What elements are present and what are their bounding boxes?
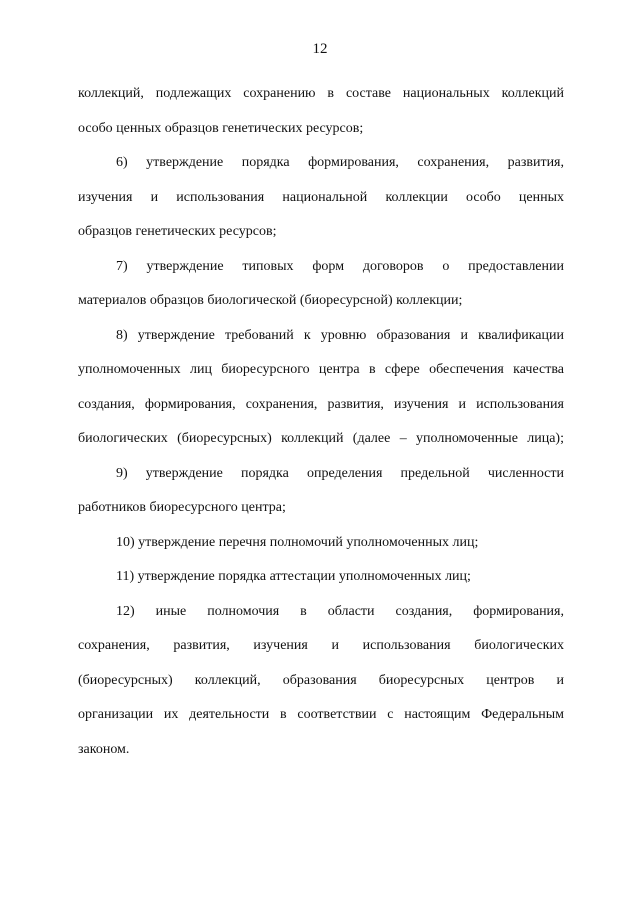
page-number: 12 xyxy=(312,41,328,57)
paragraph-item-9 xyxy=(78,457,564,526)
text-line: 9) утверждение порядка определения предельной численности xyxy=(116,465,564,481)
text-line: законом. xyxy=(78,741,130,757)
paragraph-item-8 xyxy=(78,319,564,457)
text-line: 12) иные полномочия в области создания, формирования, xyxy=(116,603,564,619)
paragraph-item-12 xyxy=(78,595,564,768)
text-line: уполномоченных лиц биоресурсного центра в сфере обеспечения качества xyxy=(78,362,564,377)
text-line: 8) утверждение требований к уровню образования и квалификации xyxy=(116,327,564,343)
text-line: 11) утверждение порядка аттестации уполномоченных лиц; xyxy=(116,569,471,584)
text-line: особо ценных образцов генетических ресурсов; xyxy=(78,120,364,136)
text-line: работников биоресурсного центра; xyxy=(78,500,286,515)
text-line: организации их деятельности в соответствии с настоящим Федеральным xyxy=(78,707,564,722)
text-line: коллекций, подлежащих сохранению в составе национальных коллекций xyxy=(78,86,564,101)
document-body xyxy=(78,77,564,767)
text-line: 10) утверждение перечня полномочий уполномоченных лиц; xyxy=(116,534,479,550)
text-line: 7) утверждение типовых форм договоров о предоставлении xyxy=(116,258,564,274)
paragraph-continuation xyxy=(78,77,564,146)
text-line: создания, формирования, сохранения, развития, изучения и использования xyxy=(78,396,564,412)
text-line: сохранения, развития, изучения и использования биологических xyxy=(78,638,564,653)
paragraph-item-7 xyxy=(78,250,564,319)
text-line: образцов генетических ресурсов; xyxy=(78,224,277,239)
text-line: 6) утверждение порядка формирования, сохранения, развития, xyxy=(116,155,564,170)
paragraph-item-11 xyxy=(78,560,564,595)
paragraph-item-6 xyxy=(78,146,564,250)
text-line: (биоресурсных) коллекций, образования биоресурсных центров и xyxy=(78,672,564,688)
paragraph-item-10 xyxy=(78,526,564,561)
text-line: биологических (биоресурсных) коллекций (далее – уполномоченные лица); xyxy=(78,431,564,446)
text-line: материалов образцов биологической (биоресурсной) коллекции; xyxy=(78,293,463,308)
text-line: изучения и использования национальной коллекции особо ценных xyxy=(78,189,564,205)
